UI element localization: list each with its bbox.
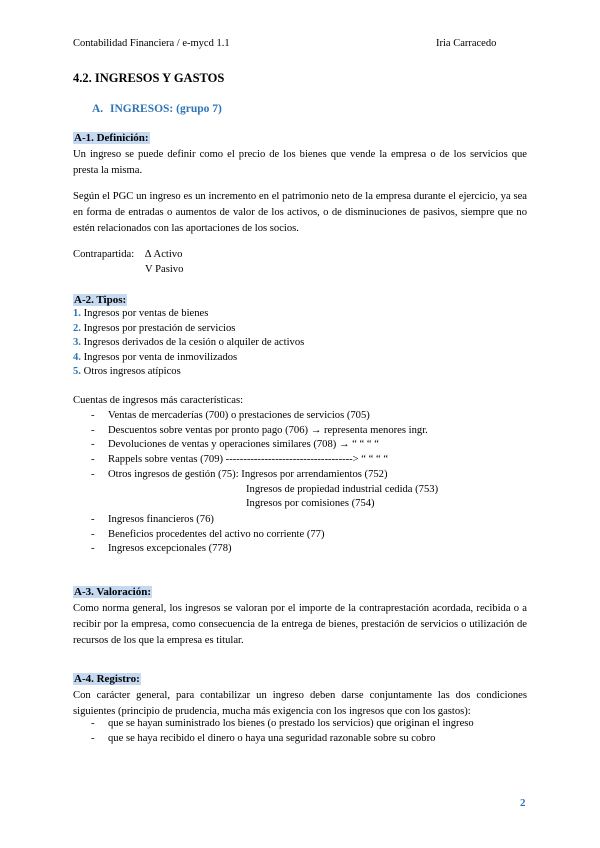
section-title [92, 103, 222, 115]
gestion-subitem: Ingresos por comisiones (754) [246, 498, 375, 509]
tipo-item [73, 308, 208, 319]
tipo-number: 1. [73, 308, 81, 319]
cuenta-item: Ingresos financieros (76) [108, 514, 214, 525]
gestion-subitem: Ingresos de propiedad industrial cedida (753) [246, 484, 439, 495]
list-dash: - [91, 454, 95, 465]
tipo-item [73, 352, 237, 363]
tipo-text: Ingresos por ventas de bienes [83, 308, 209, 319]
page-number: 2 [520, 797, 526, 809]
paragraph-definicion-1: Un ingreso se puede definir como el precio de los bienes que vende la empresa o de los servicios que presta la misma. [73, 149, 527, 176]
cuenta-item: Ventas de mercaderías (700) o prestaciones de servicios (705) [108, 410, 370, 421]
tipo-item [73, 337, 304, 348]
paragraph-valoracion: Como norma general, los ingresos se valoran por el importe de la contraprestación acordada, recibida o a recibir por la empresa, como consecuencia de la entrega de bienes, prestación de servicios o utilización de recursos de los que la empresa es titular. [73, 603, 527, 646]
list-dash: - [91, 410, 95, 421]
tipo-number: 3. [73, 337, 81, 348]
list-dash: - [91, 514, 95, 525]
list-dash: - [91, 425, 95, 436]
contrapartida-pasivo: V Pasivo [145, 264, 184, 275]
tipo-text: Ingresos por prestación de servicios [83, 323, 236, 334]
cuenta-item: Beneficios procedentes del activo no corriente (77) [108, 529, 325, 540]
cuenta-item: Descuentos sobre ventas por pronto pago (706) → representa menores ingr. [108, 425, 428, 436]
header-author: Iria Carracedo [436, 38, 497, 49]
heading-definicion: A-1. Definición: [74, 132, 149, 144]
contrapartida-activo: ∆ Activo [145, 249, 183, 260]
list-dash: - [91, 469, 95, 480]
paragraph-definicion-2: Según el PGC un ingreso es un incremento en el patrimonio neto de la empresa durante el ejercicio, ya sea en forma de entradas o aumentos de valor de los activos, o de disminuciones de pasivos, siempre que no estén relacionados con las aportaciones de los socios. [73, 191, 527, 234]
tipo-text: Otros ingresos atípicos [83, 366, 181, 377]
cuenta-item: Devoluciones de ventas y operaciones similares (708) → “ “ “ “ [108, 439, 379, 450]
tipo-item [73, 323, 235, 334]
header-course: Contabilidad Financiera / e-mycd 1.1 [73, 38, 230, 49]
chapter-title: 4.2. INGRESOS Y GASTOS [73, 71, 225, 85]
list-dash: - [91, 718, 95, 729]
tipo-number: 5. [73, 366, 81, 377]
list-dash: - [91, 439, 95, 450]
section-title-text: INGRESOS: (grupo 7) [110, 103, 222, 115]
tipo-number: 4. [73, 352, 81, 363]
heading-registro: A-4. Registro: [74, 673, 140, 685]
list-dash: - [91, 733, 95, 744]
cuentas-intro: Cuentas de ingresos más características: [73, 395, 244, 406]
cuenta-item: Rappels sobre ventas (709) ------------------------------------> “ “ “ “ [108, 454, 389, 465]
list-dash: - [91, 543, 95, 554]
cuenta-item: Ingresos excepcionales (778) [108, 543, 232, 554]
paragraph-registro: Con carácter general, para contabilizar un ingreso deben darse conjuntamente las dos condiciones siguientes (principio de prudencia, mucha más exigencia con los ingresos que con los gastos): [73, 690, 527, 717]
heading-valoracion: A-3. Valoración: [74, 586, 151, 598]
registro-item: que se haya recibido el dinero o haya una seguridad razonable sobre su cobro [108, 733, 436, 744]
tipo-text: Ingresos derivados de la cesión o alquiler de activos [83, 337, 305, 348]
contrapartida-label: Contrapartida: [73, 249, 135, 260]
heading-tipos: A-2. Tipos: [74, 294, 127, 306]
list-dash: - [91, 529, 95, 540]
tipo-text: Ingresos por venta de inmovilizados [83, 352, 238, 363]
tipo-item [73, 366, 181, 377]
registro-item: que se hayan suministrado los bienes (o prestado los servicios) que originan el ingreso [108, 718, 474, 729]
tipo-number: 2. [73, 323, 81, 334]
cuenta-item: Otros ingresos de gestión (75): Ingresos por arrendamientos (752) [108, 469, 388, 480]
section-letter: A. [92, 103, 104, 115]
